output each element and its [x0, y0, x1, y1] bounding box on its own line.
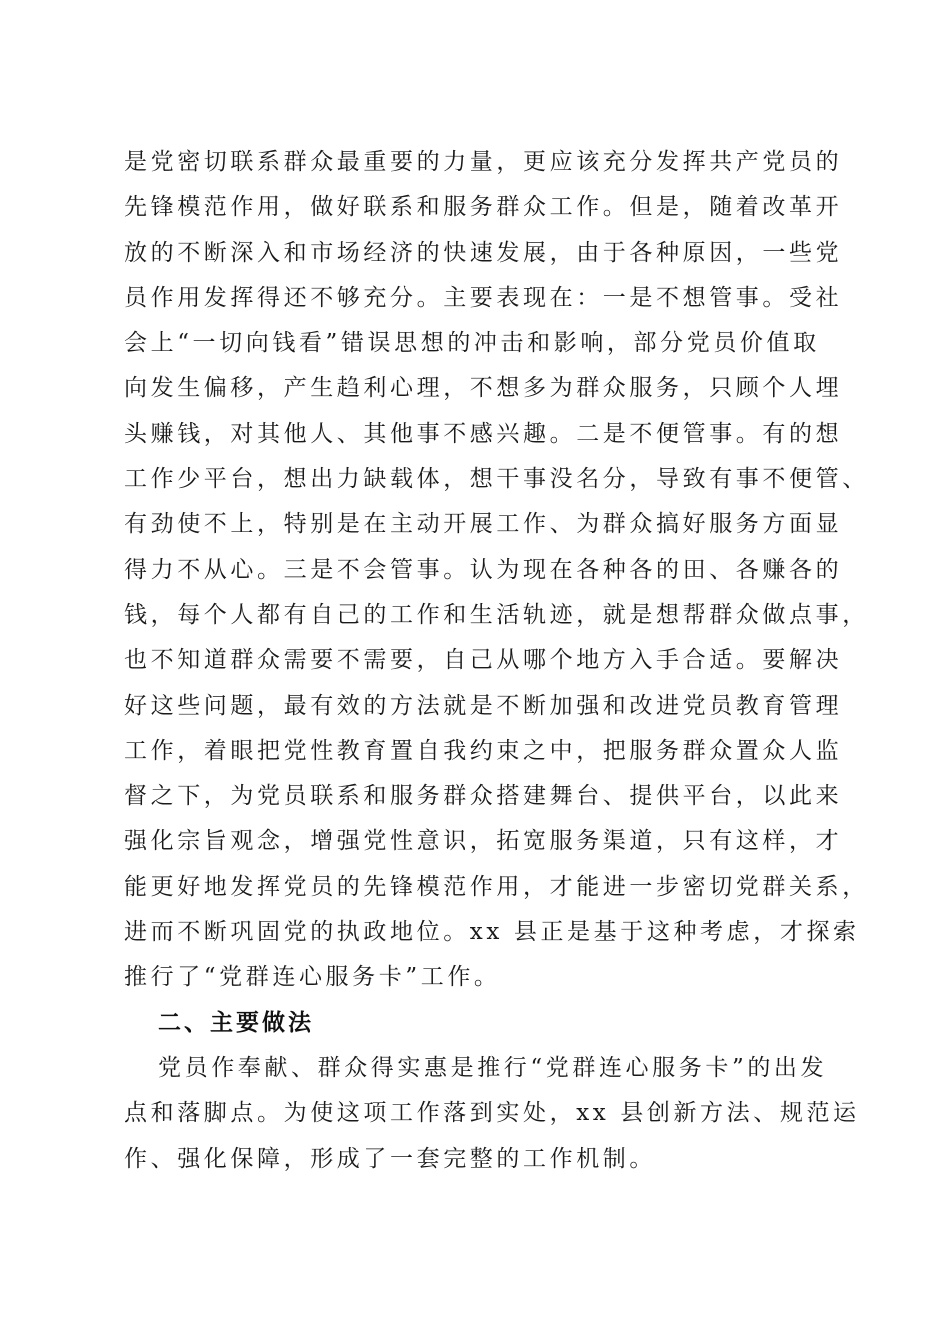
paragraph-line: 工作，着眼把党性教育置自我约束之中，把服务群众置众人监 [124, 737, 843, 764]
paragraph-line: 有劲使不上，特别是在主动开展工作、为群众搞好服务方面显 [124, 511, 843, 538]
paragraph-line: 会上“一切向钱看”错误思想的冲击和影响，部分党员价值取 [124, 330, 820, 357]
paragraph-line: 强化宗旨观念，增强党性意识，拓宽服务渠道，只有这样，才 [124, 828, 843, 855]
paragraph-line: 员作用发挥得还不够充分。主要表现在：一是不想管事。受社 [124, 284, 843, 311]
paragraph-line: 头赚钱，对其他人、其他事不感兴趣。二是不便管事。有的想 [124, 420, 843, 447]
section-heading: 二、主要做法 [158, 1009, 314, 1036]
paragraph-line: 也不知道群众需要不需要，自己从哪个地方入手合适。要解决 [124, 647, 843, 674]
paragraph-1 [124, 140, 869, 1001]
paragraph-line: 作、强化保障，形成了一套完整的工作机制。 [124, 1145, 656, 1172]
paragraph-2 [124, 1046, 860, 1182]
paragraph-line: 党员作奉献、群众得实惠是推行“党群连心服务卡”的出发 [158, 1054, 828, 1081]
paragraph-line: 钱，每个人都有自己的工作和生活轨迹，就是想帮群众做点事， [124, 601, 869, 628]
paragraph-line: 能更好地发挥党员的先锋模范作用，才能进一步密切党群关系， [124, 873, 869, 900]
document-body [124, 140, 869, 1182]
paragraph-line: 向发生偏移，产生趋利心理，不想多为群众服务，只顾个人埋 [124, 375, 843, 402]
paragraph-line: 进而不断巩固党的执政地位。xx 县正是基于这种考虑，才探索 [124, 919, 860, 946]
paragraph-line: 好这些问题，最有效的方法就是不断加强和改进党员教育管理 [124, 692, 843, 719]
paragraph-line: 放的不断深入和市场经济的快速发展，由于各种原因，一些党 [124, 239, 843, 266]
paragraph-line: 先锋模范作用，做好联系和服务群众工作。但是，随着改革开 [124, 194, 843, 221]
paragraph-line: 推行了“党群连心服务卡”工作。 [124, 964, 501, 991]
paragraph-line: 督之下，为党员联系和服务群众搭建舞台、提供平台，以此来 [124, 783, 843, 810]
paragraph-line: 点和落脚点。为使这项工作落到实处，xx 县创新方法、规范运 [124, 1100, 860, 1127]
paragraph-line: 工作少平台，想出力缺载体，想干事没名分，导致有事不便管、 [124, 466, 869, 493]
paragraph-line: 得力不从心。三是不会管事。认为现在各种各的田、各赚各的 [124, 556, 843, 583]
paragraph-line: 是党密切联系群众最重要的力量，更应该充分发挥共产党员的 [124, 149, 843, 175]
